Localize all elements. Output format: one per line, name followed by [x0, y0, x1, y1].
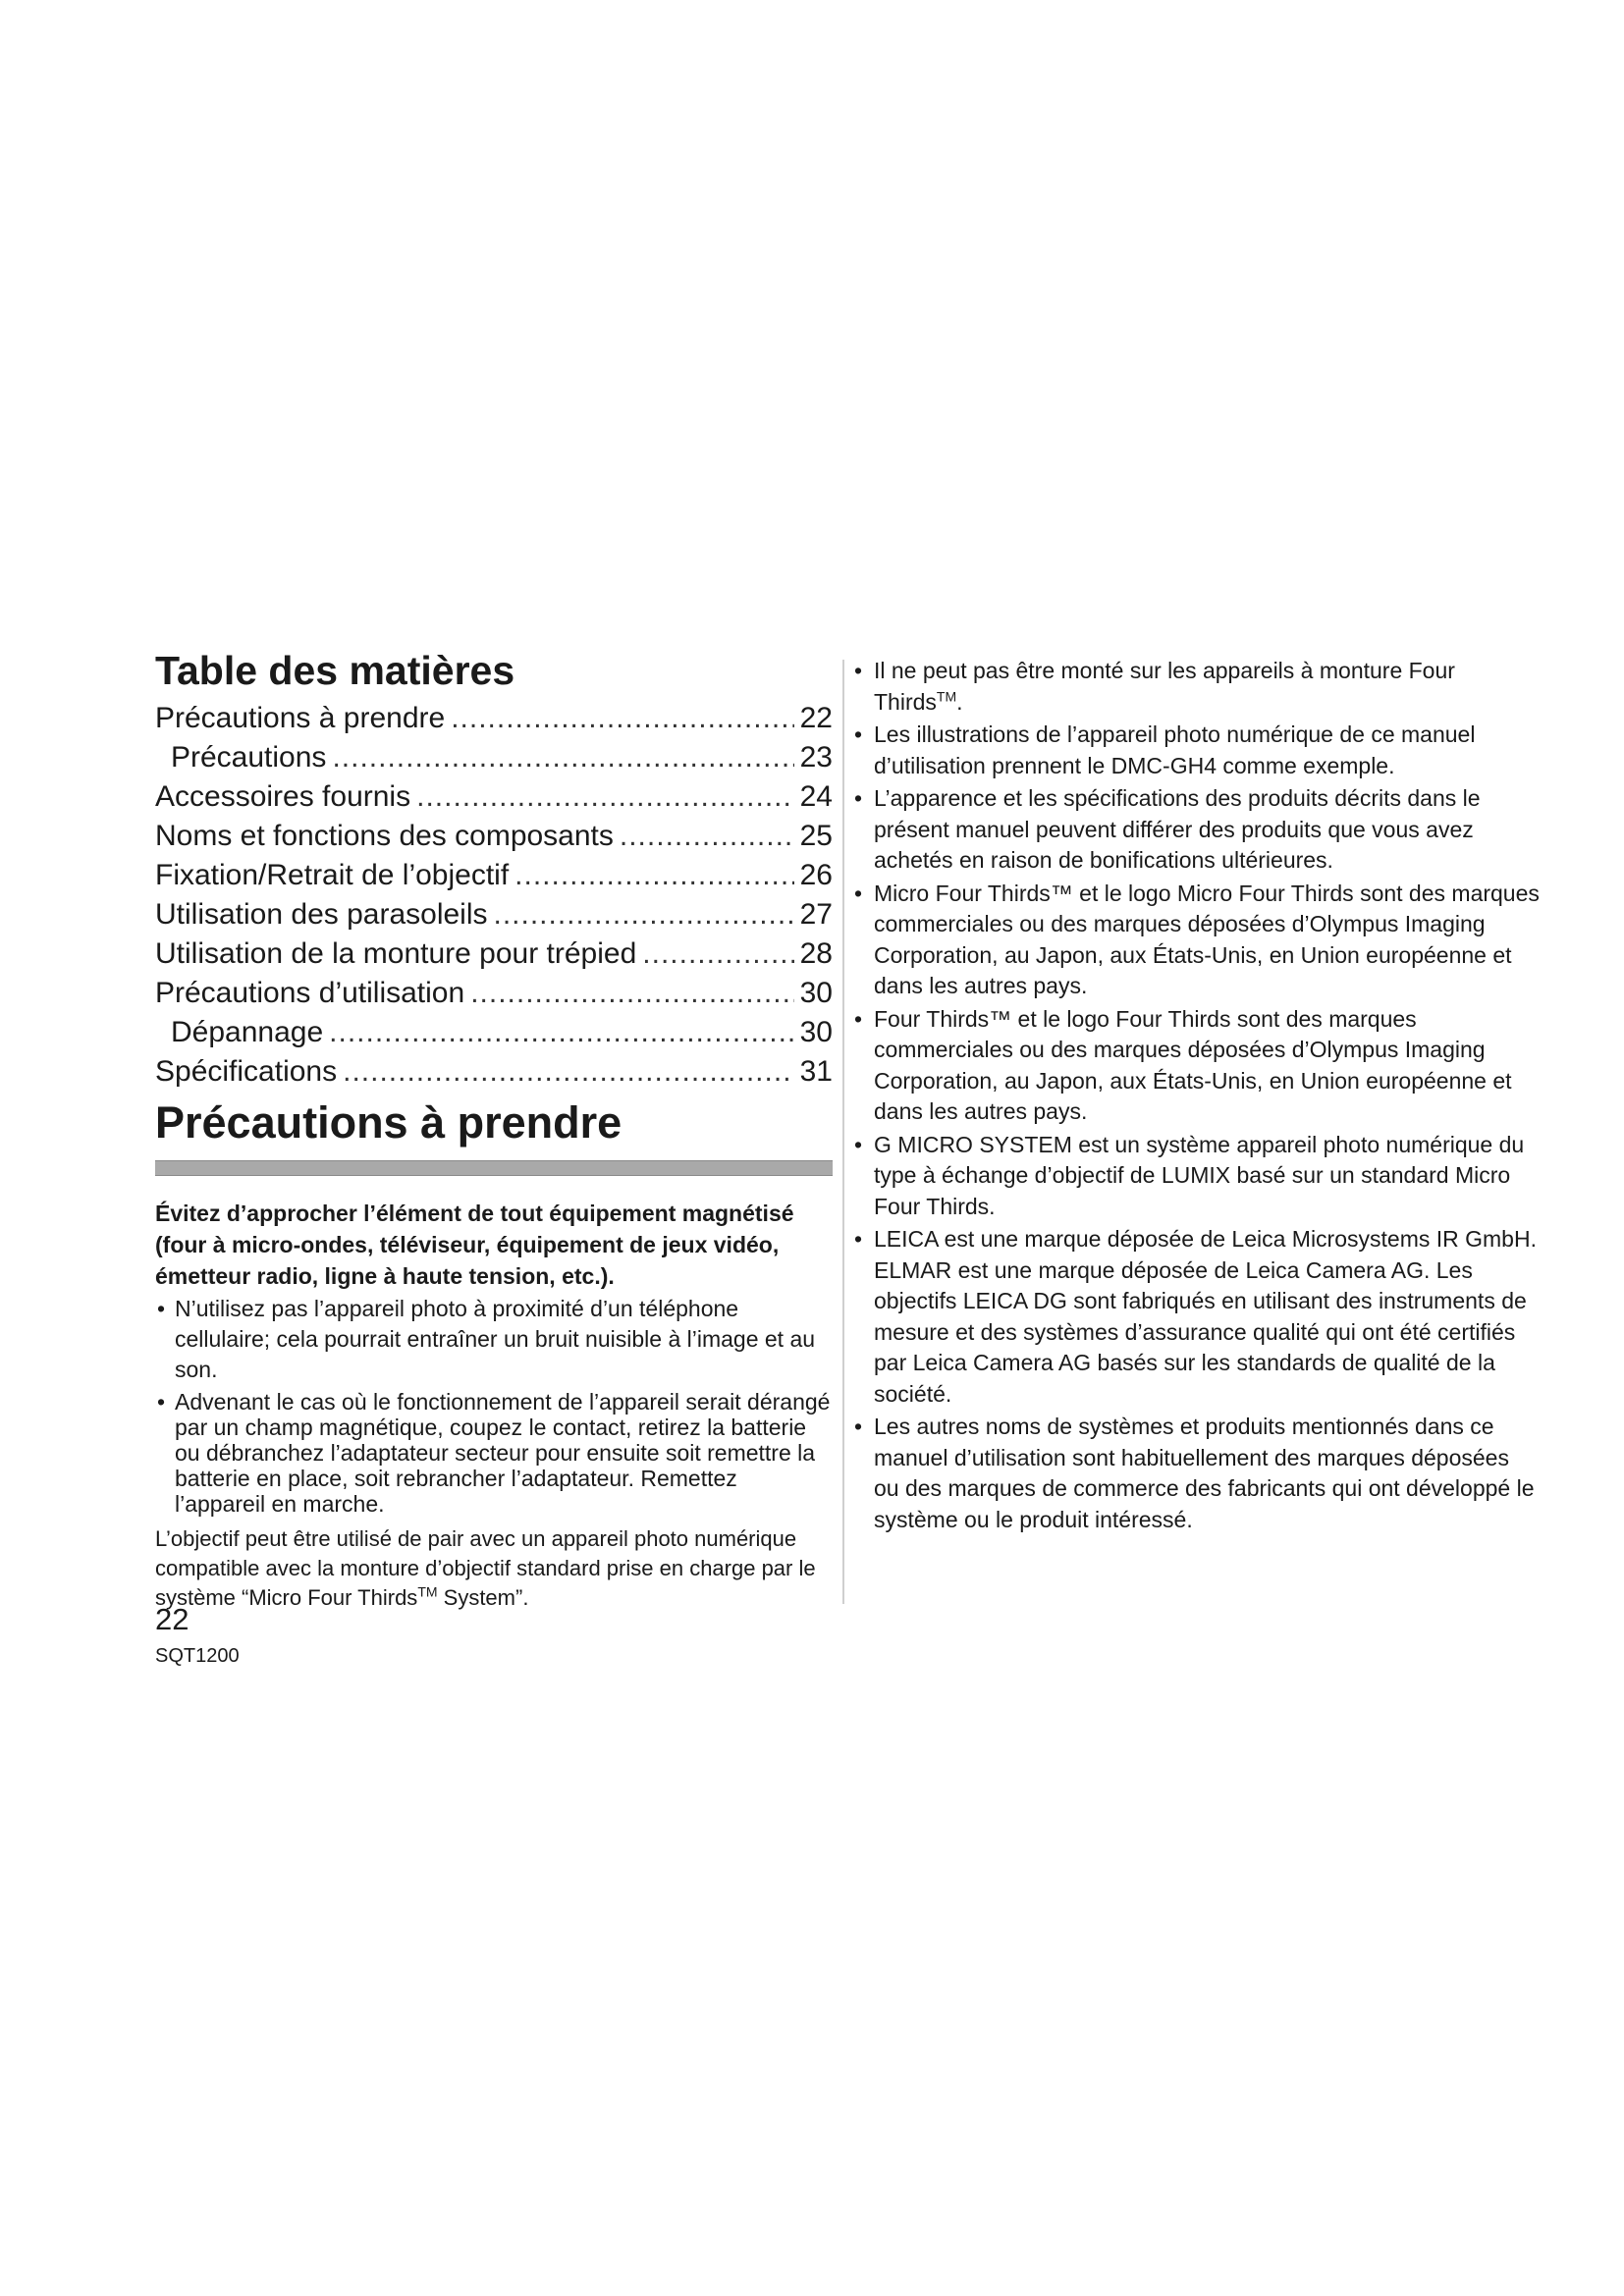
bullet-text: Advenant le cas où le fonctionnement de l’appareil serait dérangé par un champ magnétique, coupez le contact, retirez la batterie ou débranchez l’adaptateur secteur pour ensuite soit remettre la batterie en place, soit rebrancher l’adaptateur. Remettez l’appareil en marche.	[175, 1389, 831, 1517]
toc-entry[interactable]	[155, 777, 833, 817]
toc-entry[interactable]	[155, 817, 833, 856]
toc-list	[155, 699, 833, 1092]
note-item	[852, 783, 1540, 877]
note-item	[852, 1224, 1540, 1410]
column-divider	[842, 660, 844, 1604]
toc-entry-text: Noms et fonctions des composants	[155, 820, 614, 852]
toc-entry-text: Utilisation des parasoleils	[155, 898, 488, 931]
toc-entry-text: Précautions à prendre	[155, 702, 446, 734]
toc-leader	[343, 1052, 794, 1092]
toc-entry[interactable]	[155, 699, 833, 738]
note-item	[852, 1412, 1540, 1535]
left-column	[155, 648, 833, 1613]
toc-entry-page: 22	[799, 702, 833, 734]
note-item	[852, 656, 1540, 718]
toc-entry-page: 28	[799, 937, 833, 970]
toc-entry[interactable]	[155, 895, 833, 934]
trademark-sup: TM	[936, 687, 957, 704]
toc-leader	[494, 895, 794, 934]
toc-leader	[642, 934, 793, 974]
toc-leader	[451, 699, 793, 738]
bullet-icon: •	[854, 721, 863, 747]
note-item	[852, 1130, 1540, 1223]
note-text: Les illustrations de l’appareil photo numérique de ce manuel d’utilisation prennent le DMC-GH4 comme exemple.	[874, 721, 1476, 778]
bullet-icon: •	[854, 1131, 863, 1157]
toc-leader	[416, 777, 794, 817]
toc-entry-page: 23	[799, 741, 833, 774]
bullet-icon: •	[854, 1005, 863, 1032]
note-item	[852, 720, 1540, 781]
toc-leader	[329, 1013, 793, 1052]
toc-leader	[470, 974, 793, 1013]
right-column	[852, 656, 1540, 1537]
magnetic-warning: Évitez d’approcher l’élément de tout équipement magnétisé (four à micro-ondes, téléviseur, équipement de jeux vidéo, émetteur radio, ligne à haute tension, etc.).	[155, 1201, 794, 1289]
bullet-icon: •	[854, 658, 863, 683]
bullet-text: N’utilisez pas l’appareil photo à proximité d’un téléphone cellulaire; cela pourrait entraîner un bruit nuisible à l’image et au son.	[175, 1296, 816, 1382]
para-text-end: System”.	[437, 1585, 529, 1610]
toc-entry[interactable]	[155, 934, 833, 974]
note-text: Il ne peut pas être monté sur les appareils à monture Four Thirds	[874, 658, 1455, 715]
precaution-bullets	[155, 1294, 833, 1517]
toc-entry-text: Précautions	[171, 741, 327, 774]
trademark-sup: TM	[417, 1583, 438, 1600]
toc-entry-text: Fixation/Retrait de l’objectif	[155, 859, 510, 891]
document-code: SQT1200	[155, 1645, 240, 1667]
bullet-icon: •	[157, 1296, 166, 1321]
note-text: G MICRO SYSTEM est un système appareil photo numérique du type à échange d’objectif de LUMIX basé sur un standard Micro Four Thirds.	[874, 1131, 1525, 1219]
note-item	[852, 879, 1540, 1002]
toc-entry-page: 31	[799, 1055, 833, 1088]
toc-entry[interactable]	[155, 1013, 833, 1052]
note-text: Micro Four Thirds™ et le logo Micro Four Thirds sont des marques commerciales ou des marques déposées d’Olympus Imaging Corporation, au Japon, aux États-Unis, en Union européenne et dans les autres pays.	[874, 880, 1540, 998]
bullet-icon: •	[157, 1389, 166, 1415]
section-divider-bar	[155, 1160, 833, 1176]
toc-entry[interactable]	[155, 738, 833, 777]
toc-entry-page: 30	[799, 1016, 833, 1048]
toc-entry-text: Accessoires fournis	[155, 780, 411, 813]
compatibility-paragraph	[155, 1524, 833, 1613]
toc-leader	[332, 738, 793, 777]
toc-entry[interactable]	[155, 974, 833, 1013]
note-text: L’apparence et les spécifications des produits décrits dans le présent manuel peuvent différer des produits que vous avez achetés en raison de bonifications ultérieures.	[874, 785, 1481, 873]
section-title: Précautions à prendre	[155, 1097, 623, 1148]
bullet-icon: •	[854, 1414, 863, 1439]
bullet-icon: •	[854, 1226, 863, 1252]
bullet-icon: •	[854, 785, 863, 811]
toc-entry-text: Spécifications	[155, 1055, 338, 1088]
toc-leader	[514, 856, 793, 895]
note-text: LEICA est une marque déposée de Leica Microsystems IR GmbH. ELMAR est une marque déposée de Leica Camera AG. Les objectifs LEICA DG sont fabriqués en utilisant des instruments de mesure et des systèmes d’assurance qualité qui ont été certifiés par Leica Camera AG basés sur les standards de qualité de la société.	[874, 1226, 1537, 1407]
para-text: L’objectif peut être utilisé de pair avec un appareil photo numérique compatible avec la monture d’objectif standard prise en charge par le système “Micro Four Thirds	[155, 1526, 816, 1610]
toc-entry-page: 27	[799, 898, 833, 931]
toc-entry-text: Utilisation de la monture pour trépied	[155, 937, 637, 970]
bullet-item	[155, 1389, 833, 1517]
toc-entry[interactable]	[155, 856, 833, 895]
toc-entry-page: 25	[799, 820, 833, 852]
toc-entry-page: 24	[799, 780, 833, 813]
page-number: 22	[155, 1602, 189, 1636]
note-text: Four Thirds™ et le logo Four Thirds sont des marques commerciales ou des marques déposées d’Olympus Imaging Corporation, au Japon, aux États-Unis, en Union européenne et dans les autres pays.	[874, 1005, 1512, 1124]
notes-list	[852, 656, 1540, 1535]
toc-entry-page: 30	[799, 977, 833, 1009]
toc-entry-text: Dépannage	[171, 1016, 324, 1048]
bullet-item	[155, 1294, 833, 1385]
note-text-end: .	[956, 688, 963, 715]
note-text: Les autres noms de systèmes et produits mentionnés dans ce manuel d’utilisation sont habituellement des marques déposées ou des marques de commerce des fabricants qui ont développé le système ou le produit intéressé.	[874, 1414, 1535, 1532]
note-item	[852, 1004, 1540, 1128]
toc-entry-text: Précautions d’utilisation	[155, 977, 465, 1009]
toc-entry-page: 26	[799, 859, 833, 891]
toc-leader	[620, 817, 794, 856]
toc-title: Table des matières	[155, 648, 515, 693]
bullet-icon: •	[854, 880, 863, 906]
toc-entry[interactable]	[155, 1052, 833, 1092]
